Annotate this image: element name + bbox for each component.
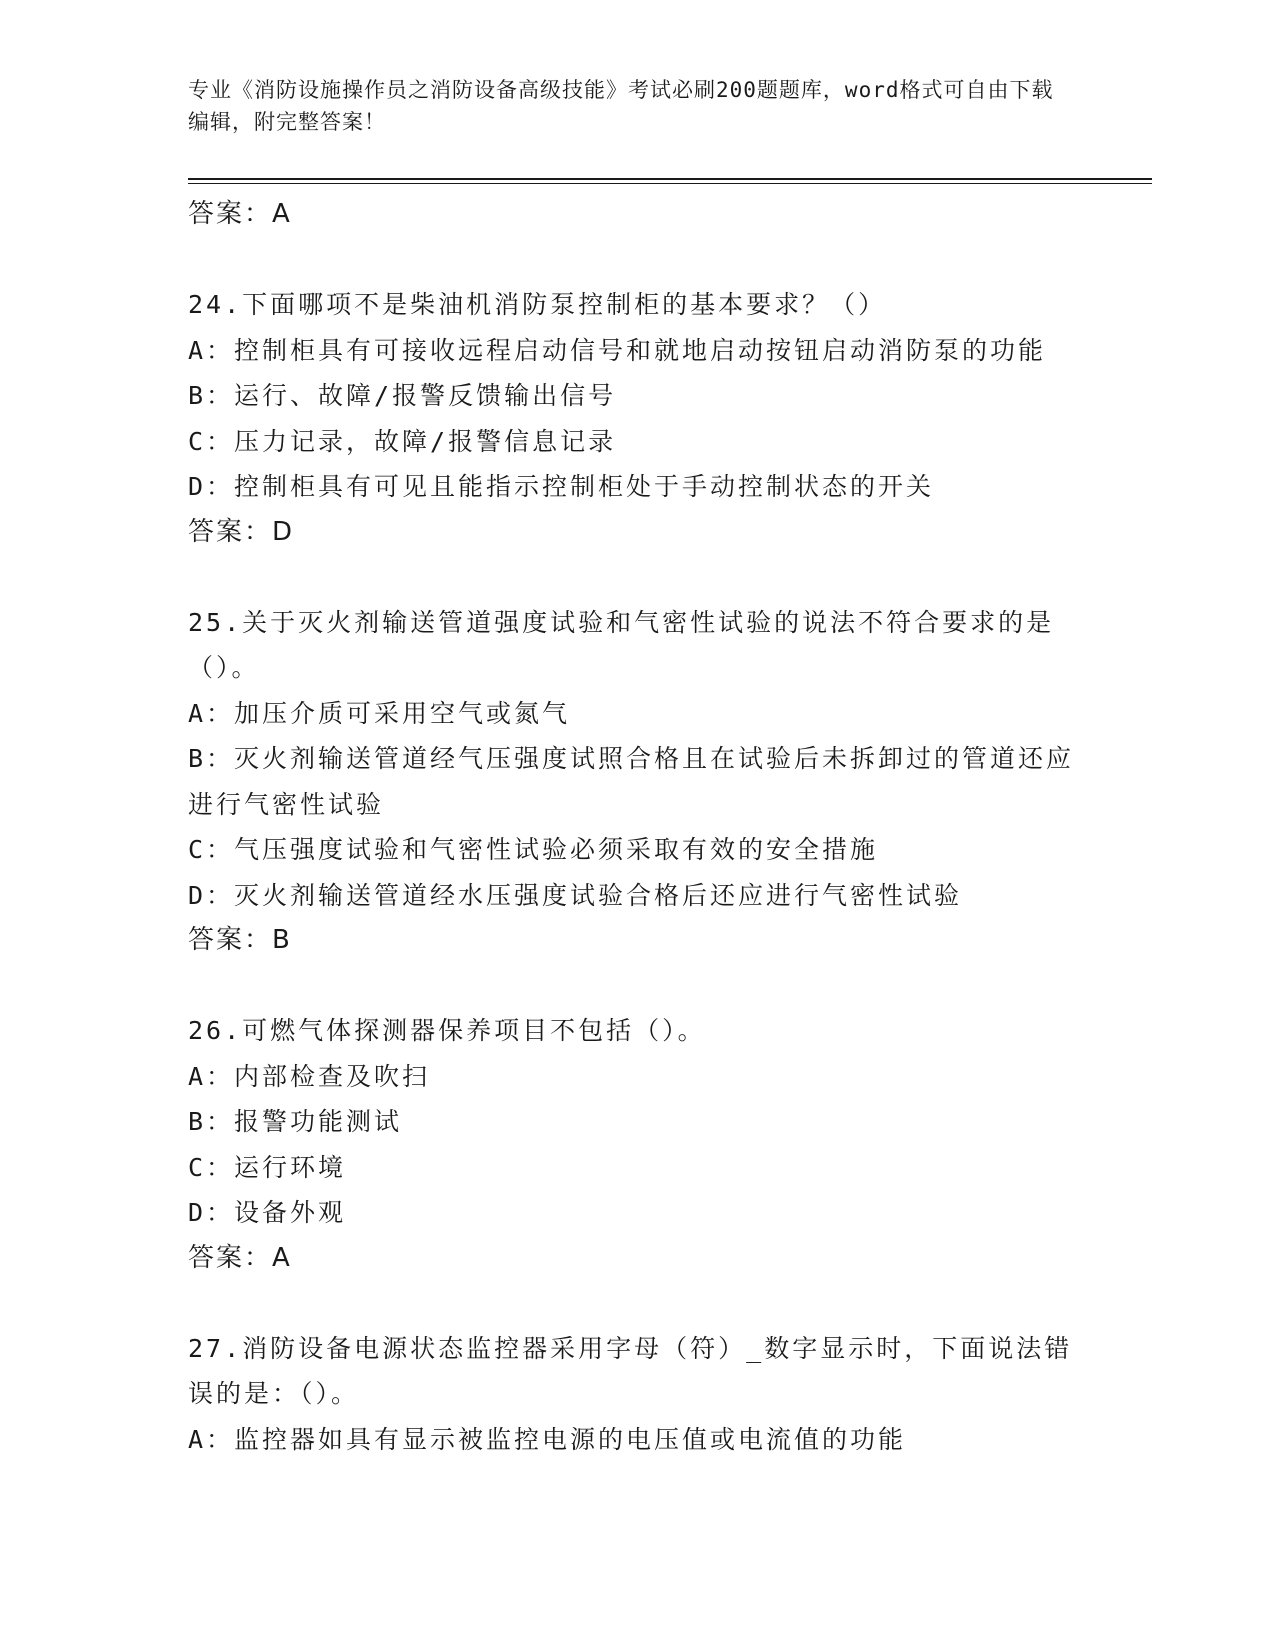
answer-prev: 答案：A xyxy=(188,199,292,229)
question-stem: 26.可燃气体探测器保养项目不包括（）。 xyxy=(188,1016,706,1045)
header-divider-thick xyxy=(188,178,1152,180)
document-body xyxy=(188,192,1088,1462)
option-d: D：控制柜具有可见且能指示控制柜处于手动控制状态的开关 xyxy=(188,472,935,501)
answer: 答案：D xyxy=(188,516,295,547)
option-a: A：控制柜具有可接收远程启动信号和就地启动按钮启动消防泵的功能 xyxy=(188,335,1047,365)
option-c: C：气压强度试验和气密性试验必须采取有效的安全措施 xyxy=(188,835,879,864)
header-divider-thin xyxy=(188,183,1152,184)
question-27 xyxy=(188,1326,1088,1463)
answer: 答案：B xyxy=(188,925,292,955)
option-a: A：内部检查及吹扫 xyxy=(188,1061,431,1091)
question-stem: 25.关于灭火剂输送管道强度试验和气密性试验的说法不符合要求的是（）。 xyxy=(188,607,1055,682)
option-d: D：灭火剂输送管道经水压强度试验合格后还应进行气密性试验 xyxy=(188,880,963,910)
option-c: C：运行环境 xyxy=(188,1152,347,1182)
answer: 答案：A xyxy=(188,1242,292,1273)
option-b: B：灭火剂输送管道经气压强度试照合格且在试验后未拆卸过的管道还应进行气密性试验 xyxy=(188,744,1075,819)
option-c: C：压力记录，故障/报警信息记录 xyxy=(188,426,617,456)
question-25 xyxy=(188,600,1088,963)
question-26 xyxy=(188,1008,1088,1280)
option-b: B：报警功能测试 xyxy=(188,1107,403,1136)
question-stem: 24.下面哪项不是柴油机消防泵控制柜的基本要求？（） xyxy=(188,290,887,319)
document-header: 专业《消防设施操作员之消防设备高级技能》考试必刷200题题库，word格式可自由下载编辑，附完整答案！ xyxy=(188,78,1054,134)
question-stem: 27.消防设备电源状态监控器采用字母（符）_数字显示时，下面说法错误的是：（）。 xyxy=(188,1333,1073,1408)
option-a: A：加压介质可采用空气或氮气 xyxy=(188,698,571,728)
question-24 xyxy=(188,282,1088,554)
option-a: A：监控器如具有显示被监控电源的电压值或电流值的功能 xyxy=(188,1424,907,1454)
option-d: D：设备外观 xyxy=(188,1198,347,1227)
option-b: B：运行、故障/报警反馈输出信号 xyxy=(188,381,617,410)
